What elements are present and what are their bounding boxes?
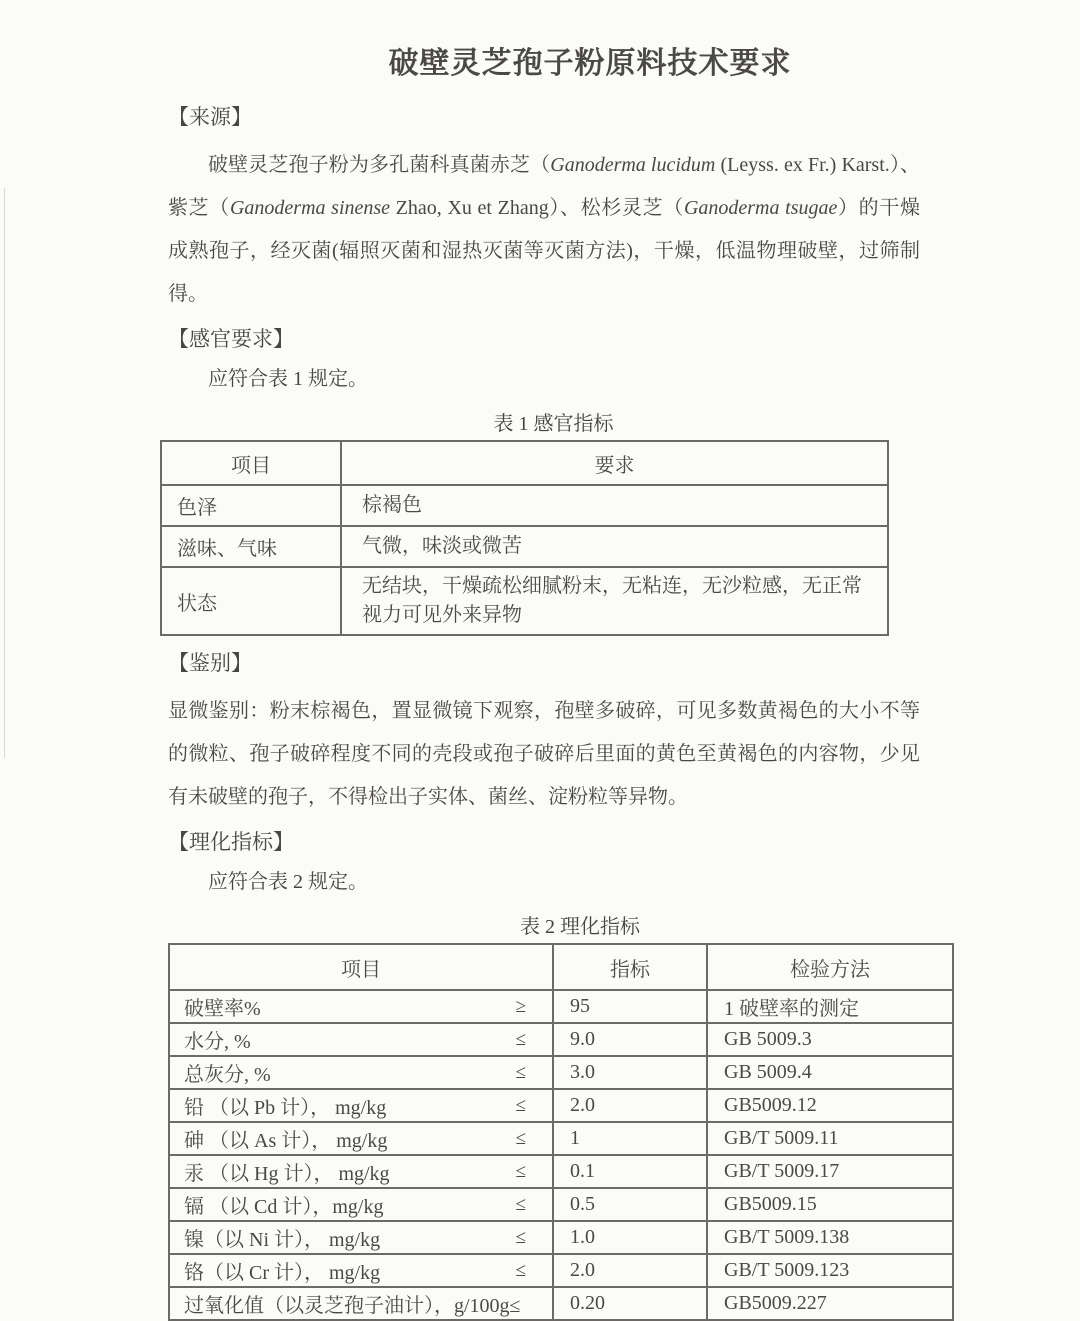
phys-limit: 9.0 xyxy=(553,1023,707,1056)
phys-method: GB5009.15 xyxy=(707,1188,953,1221)
phys-item: 水分, % xyxy=(184,1031,251,1053)
phys-method: GB5009.12 xyxy=(707,1089,953,1122)
relation-symbol: ≤ xyxy=(515,1193,526,1215)
section-heading-identification: 【鉴别】 xyxy=(168,651,252,675)
sensory-requirement: 棕褐色 xyxy=(341,485,888,526)
species-latin-name: Ganoderma lucidum xyxy=(550,154,716,176)
paragraph-text: (Leyss. ex Fr.) Karst.）、紫芝（ xyxy=(168,154,921,219)
phys-limit: 1.0 xyxy=(553,1221,707,1254)
sensory-table-header-row xyxy=(161,441,888,485)
phys-item: 镍（以 Ni 计）， mg/kg xyxy=(184,1229,381,1251)
phys-item: 过氧化值（以灵芝孢子油计），g/100g≤ xyxy=(184,1295,521,1317)
paragraph-text: 破壁灵芝孢子粉为多孔菌科真菌赤芝（ xyxy=(208,154,551,176)
relation-symbol: ≤ xyxy=(515,1259,526,1281)
scanned-document-page xyxy=(0,38,1080,1317)
sensory-requirement: 无结块，干燥疏松细腻粉末，无粘连，无沙粒感，无正常视力可见外来异物 xyxy=(341,567,888,635)
table-row xyxy=(161,567,888,635)
table-row xyxy=(169,1023,953,1056)
sensory-compliance-note: 应符合表 1 规定。 xyxy=(208,368,368,390)
species-latin-name: Ganoderma tsugae xyxy=(683,197,838,219)
phys-item: 破壁率% xyxy=(184,998,261,1020)
table-row xyxy=(169,1221,953,1254)
phys-limit: 95 xyxy=(553,990,707,1023)
sensory-table xyxy=(160,440,889,636)
phys-item: 铬（以 Cr 计）， mg/kg xyxy=(184,1262,381,1284)
phys-limit: 2.0 xyxy=(553,1089,707,1122)
phys-method: GB/T 5009.17 xyxy=(707,1155,953,1188)
table-row xyxy=(169,1089,953,1122)
phys-limit: 1 xyxy=(553,1122,707,1155)
section-heading-source: 【来源】 xyxy=(168,105,252,129)
table-row xyxy=(169,1155,953,1188)
paragraph-text: Zhao, Xu et Zhang）、松杉灵芝（ xyxy=(390,197,684,219)
phys-limit: 0.20 xyxy=(553,1287,707,1320)
sensory-item: 色泽 xyxy=(161,485,341,526)
section-heading-sensory: 【感官要求】 xyxy=(168,327,294,351)
species-latin-name: Ganoderma sinense xyxy=(229,197,391,219)
phys-method: GB 5009.3 xyxy=(707,1023,953,1056)
relation-symbol: ≤ xyxy=(515,1028,526,1050)
table-row xyxy=(169,1056,953,1089)
table1-caption: 表 1 感官指标 xyxy=(493,413,614,435)
sensory-item: 滋味、气味 xyxy=(161,526,341,567)
phys-col-method: 检验方法 xyxy=(707,944,953,990)
table2-caption: 表 2 理化指标 xyxy=(520,916,640,938)
phys-limit: 0.5 xyxy=(553,1188,707,1221)
table-row xyxy=(169,990,953,1023)
relation-symbol: ≥ xyxy=(515,995,526,1017)
physicochemical-compliance-note: 应符合表 2 规定。 xyxy=(208,871,368,893)
table-row xyxy=(161,485,888,526)
relation-symbol: ≤ xyxy=(515,1061,526,1083)
scan-edge-artifact xyxy=(4,188,5,758)
phys-item: 总灰分, % xyxy=(184,1064,271,1086)
relation-symbol: ≤ xyxy=(515,1226,526,1248)
phys-method: GB/T 5009.138 xyxy=(707,1221,953,1254)
table-row xyxy=(169,1254,953,1287)
table-row xyxy=(161,526,888,567)
physicochemical-table xyxy=(168,943,954,1321)
phys-item: 砷 （以 As 计）， mg/kg xyxy=(184,1130,388,1152)
phys-method: GB/T 5009.11 xyxy=(707,1122,953,1155)
phys-table-header-row xyxy=(169,944,953,990)
phys-col-limit: 指标 xyxy=(553,944,707,990)
relation-symbol: ≤ xyxy=(515,1094,526,1116)
paragraph-text: ）的干燥成熟孢子，经灭菌(辐照灭菌和湿热灭菌等灭菌方法)，干燥，低温物理破壁，过筛制得。 xyxy=(168,197,920,305)
phys-item: 汞 （以 Hg 计）， mg/kg xyxy=(184,1163,390,1185)
phys-method: 1 破壁率的测定 xyxy=(707,990,953,1023)
table-row xyxy=(169,1122,953,1155)
source-paragraph xyxy=(168,144,920,316)
phys-method: GB5009.227 xyxy=(707,1287,953,1320)
sensory-item: 状态 xyxy=(161,567,341,635)
table-row xyxy=(169,1188,953,1221)
identification-paragraph: 显微鉴别：粉末棕褐色，置显微镜下观察，孢壁多破碎，可见多数黄褐色的大小不等的微粒、孢子破碎程度不同的壳段或孢子破碎后里面的黄色至黄褐色的内容物，少见有未破壁的孢子，不得检出子实体、菌丝、淀粉粒等异物。 xyxy=(168,700,920,808)
sensory-col-requirement: 要求 xyxy=(341,441,888,485)
section-heading-physicochemical: 【理化指标】 xyxy=(168,830,294,854)
phys-item: 铅 （以 Pb 计）， mg/kg xyxy=(184,1097,387,1119)
phys-limit: 0.1 xyxy=(553,1155,707,1188)
phys-col-item: 项目 xyxy=(169,944,553,990)
phys-method: GB 5009.4 xyxy=(707,1056,953,1089)
sensory-col-item: 项目 xyxy=(161,441,341,485)
phys-limit: 3.0 xyxy=(553,1056,707,1089)
phys-item: 镉 （以 Cd 计），mg/kg xyxy=(184,1196,384,1218)
relation-symbol: ≤ xyxy=(515,1160,526,1182)
phys-limit: 2.0 xyxy=(553,1254,707,1287)
document-title: 破壁灵芝孢子粉原料技术要求 xyxy=(388,47,792,80)
relation-symbol: ≤ xyxy=(515,1127,526,1149)
document-body xyxy=(168,102,920,1321)
table-row xyxy=(169,1287,953,1320)
phys-method: GB/T 5009.123 xyxy=(707,1254,953,1287)
sensory-requirement: 气微，味淡或微苦 xyxy=(341,526,888,567)
